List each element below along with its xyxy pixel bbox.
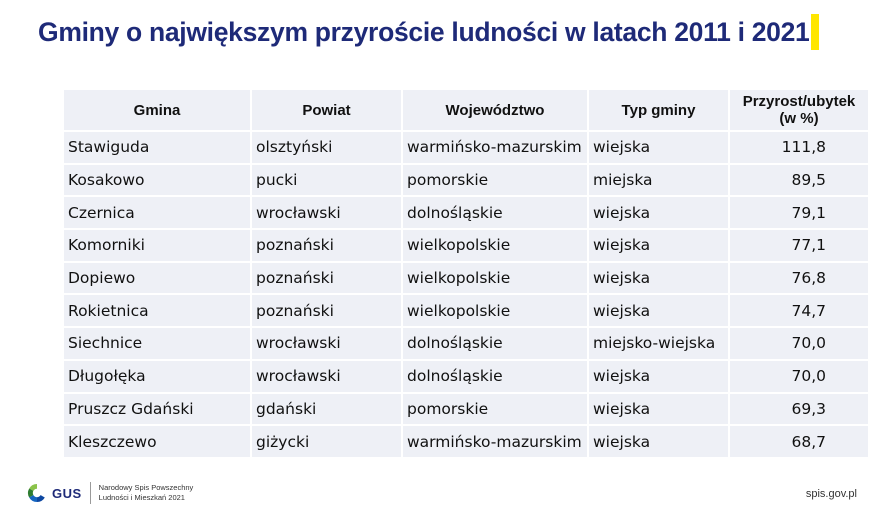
table-row xyxy=(64,197,868,228)
table-row xyxy=(64,394,868,425)
cell-powiat: giżycki xyxy=(252,426,401,457)
cell-typ-gminy: wiejska xyxy=(589,295,728,326)
cell-gmina: Stawiguda xyxy=(64,132,250,163)
cell-typ-gminy: wiejska xyxy=(589,230,728,261)
population-growth-table xyxy=(62,88,870,459)
cell-powiat: poznański xyxy=(252,295,401,326)
header-wojewodztwo: Województwo xyxy=(403,90,587,130)
cell-gmina: Kosakowo xyxy=(64,165,250,196)
cell-wojewodztwo: dolnośląskie xyxy=(403,361,587,392)
table-row xyxy=(64,230,868,261)
cell-gmina: Czernica xyxy=(64,197,250,228)
title-highlight-marker xyxy=(811,14,819,50)
table-row xyxy=(64,361,868,392)
cell-gmina: Długołęka xyxy=(64,361,250,392)
footer-org-line1: Narodowy Spis Powszechny xyxy=(98,483,194,492)
cell-powiat: pucki xyxy=(252,165,401,196)
table-row xyxy=(64,263,868,294)
title-container xyxy=(38,12,819,52)
header-gmina: Gmina xyxy=(64,90,250,130)
cell-wojewodztwo: dolnośląskie xyxy=(403,328,587,359)
table-row xyxy=(64,426,868,457)
cell-powiat: wrocławski xyxy=(252,328,401,359)
page-title: Gminy o największym przyroście ludności w latach 2011 i 2021 xyxy=(38,16,810,47)
cell-wojewodztwo: wielkopolskie xyxy=(403,295,587,326)
cell-gmina: Dopiewo xyxy=(64,263,250,294)
footer-branding xyxy=(26,482,193,504)
gus-logo-text: GUS xyxy=(52,485,82,501)
footer-website-link[interactable]: spis.gov.pl xyxy=(805,488,857,500)
cell-przyrost: 68,7 xyxy=(730,426,868,457)
footer-org-line2: Ludności i Mieszkań 2021 xyxy=(98,493,185,502)
table-row xyxy=(64,132,868,163)
cell-przyrost: 111,8 xyxy=(730,132,868,163)
cell-typ-gminy: wiejska xyxy=(589,394,728,425)
cell-wojewodztwo: dolnośląskie xyxy=(403,197,587,228)
footer-divider xyxy=(90,482,91,504)
cell-typ-gminy: wiejska xyxy=(589,197,728,228)
cell-wojewodztwo: wielkopolskie xyxy=(403,230,587,261)
cell-powiat: gdański xyxy=(252,394,401,425)
cell-przyrost: 74,7 xyxy=(730,295,868,326)
cell-typ-gminy: wiejska xyxy=(589,426,728,457)
cell-gmina: Komorniki xyxy=(64,230,250,261)
cell-powiat: poznański xyxy=(252,230,401,261)
header-przyrost xyxy=(730,90,868,130)
cell-typ-gminy: wiejska xyxy=(589,132,728,163)
cell-przyrost: 76,8 xyxy=(730,263,868,294)
cell-powiat: wrocławski xyxy=(252,197,401,228)
cell-typ-gminy: wiejska xyxy=(589,263,728,294)
gus-logo-icon xyxy=(26,482,48,504)
cell-przyrost: 77,1 xyxy=(730,230,868,261)
cell-wojewodztwo: pomorskie xyxy=(403,394,587,425)
cell-powiat: olsztyński xyxy=(252,132,401,163)
cell-wojewodztwo: warmińsko-mazurskim xyxy=(403,426,587,457)
cell-przyrost: 70,0 xyxy=(730,328,868,359)
cell-typ-gminy: wiejska xyxy=(589,361,728,392)
table-row xyxy=(64,165,868,196)
cell-gmina: Siechnice xyxy=(64,328,250,359)
header-przyrost-line2: (w %) xyxy=(779,110,819,127)
header-typ-gminy: Typ gminy xyxy=(589,90,728,130)
cell-przyrost: 70,0 xyxy=(730,361,868,392)
cell-przyrost: 89,5 xyxy=(730,165,868,196)
footer-organization xyxy=(99,483,194,503)
cell-przyrost: 69,3 xyxy=(730,394,868,425)
cell-gmina: Rokietnica xyxy=(64,295,250,326)
table-row xyxy=(64,328,868,359)
cell-gmina: Kleszczewo xyxy=(64,426,250,457)
cell-wojewodztwo: pomorskie xyxy=(403,165,587,196)
table-row xyxy=(64,295,868,326)
table-header-row xyxy=(64,90,868,130)
cell-typ-gminy: miejska xyxy=(589,165,728,196)
cell-wojewodztwo: warmińsko-mazurskim xyxy=(403,132,587,163)
cell-wojewodztwo: wielkopolskie xyxy=(403,263,587,294)
cell-powiat: poznański xyxy=(252,263,401,294)
cell-gmina: Pruszcz Gdański xyxy=(64,394,250,425)
cell-przyrost: 79,1 xyxy=(730,197,868,228)
header-przyrost-line1: Przyrost/ubytek xyxy=(742,93,856,110)
cell-powiat: wrocławski xyxy=(252,361,401,392)
cell-typ-gminy: miejsko-wiejska xyxy=(589,328,728,359)
header-powiat: Powiat xyxy=(252,90,401,130)
